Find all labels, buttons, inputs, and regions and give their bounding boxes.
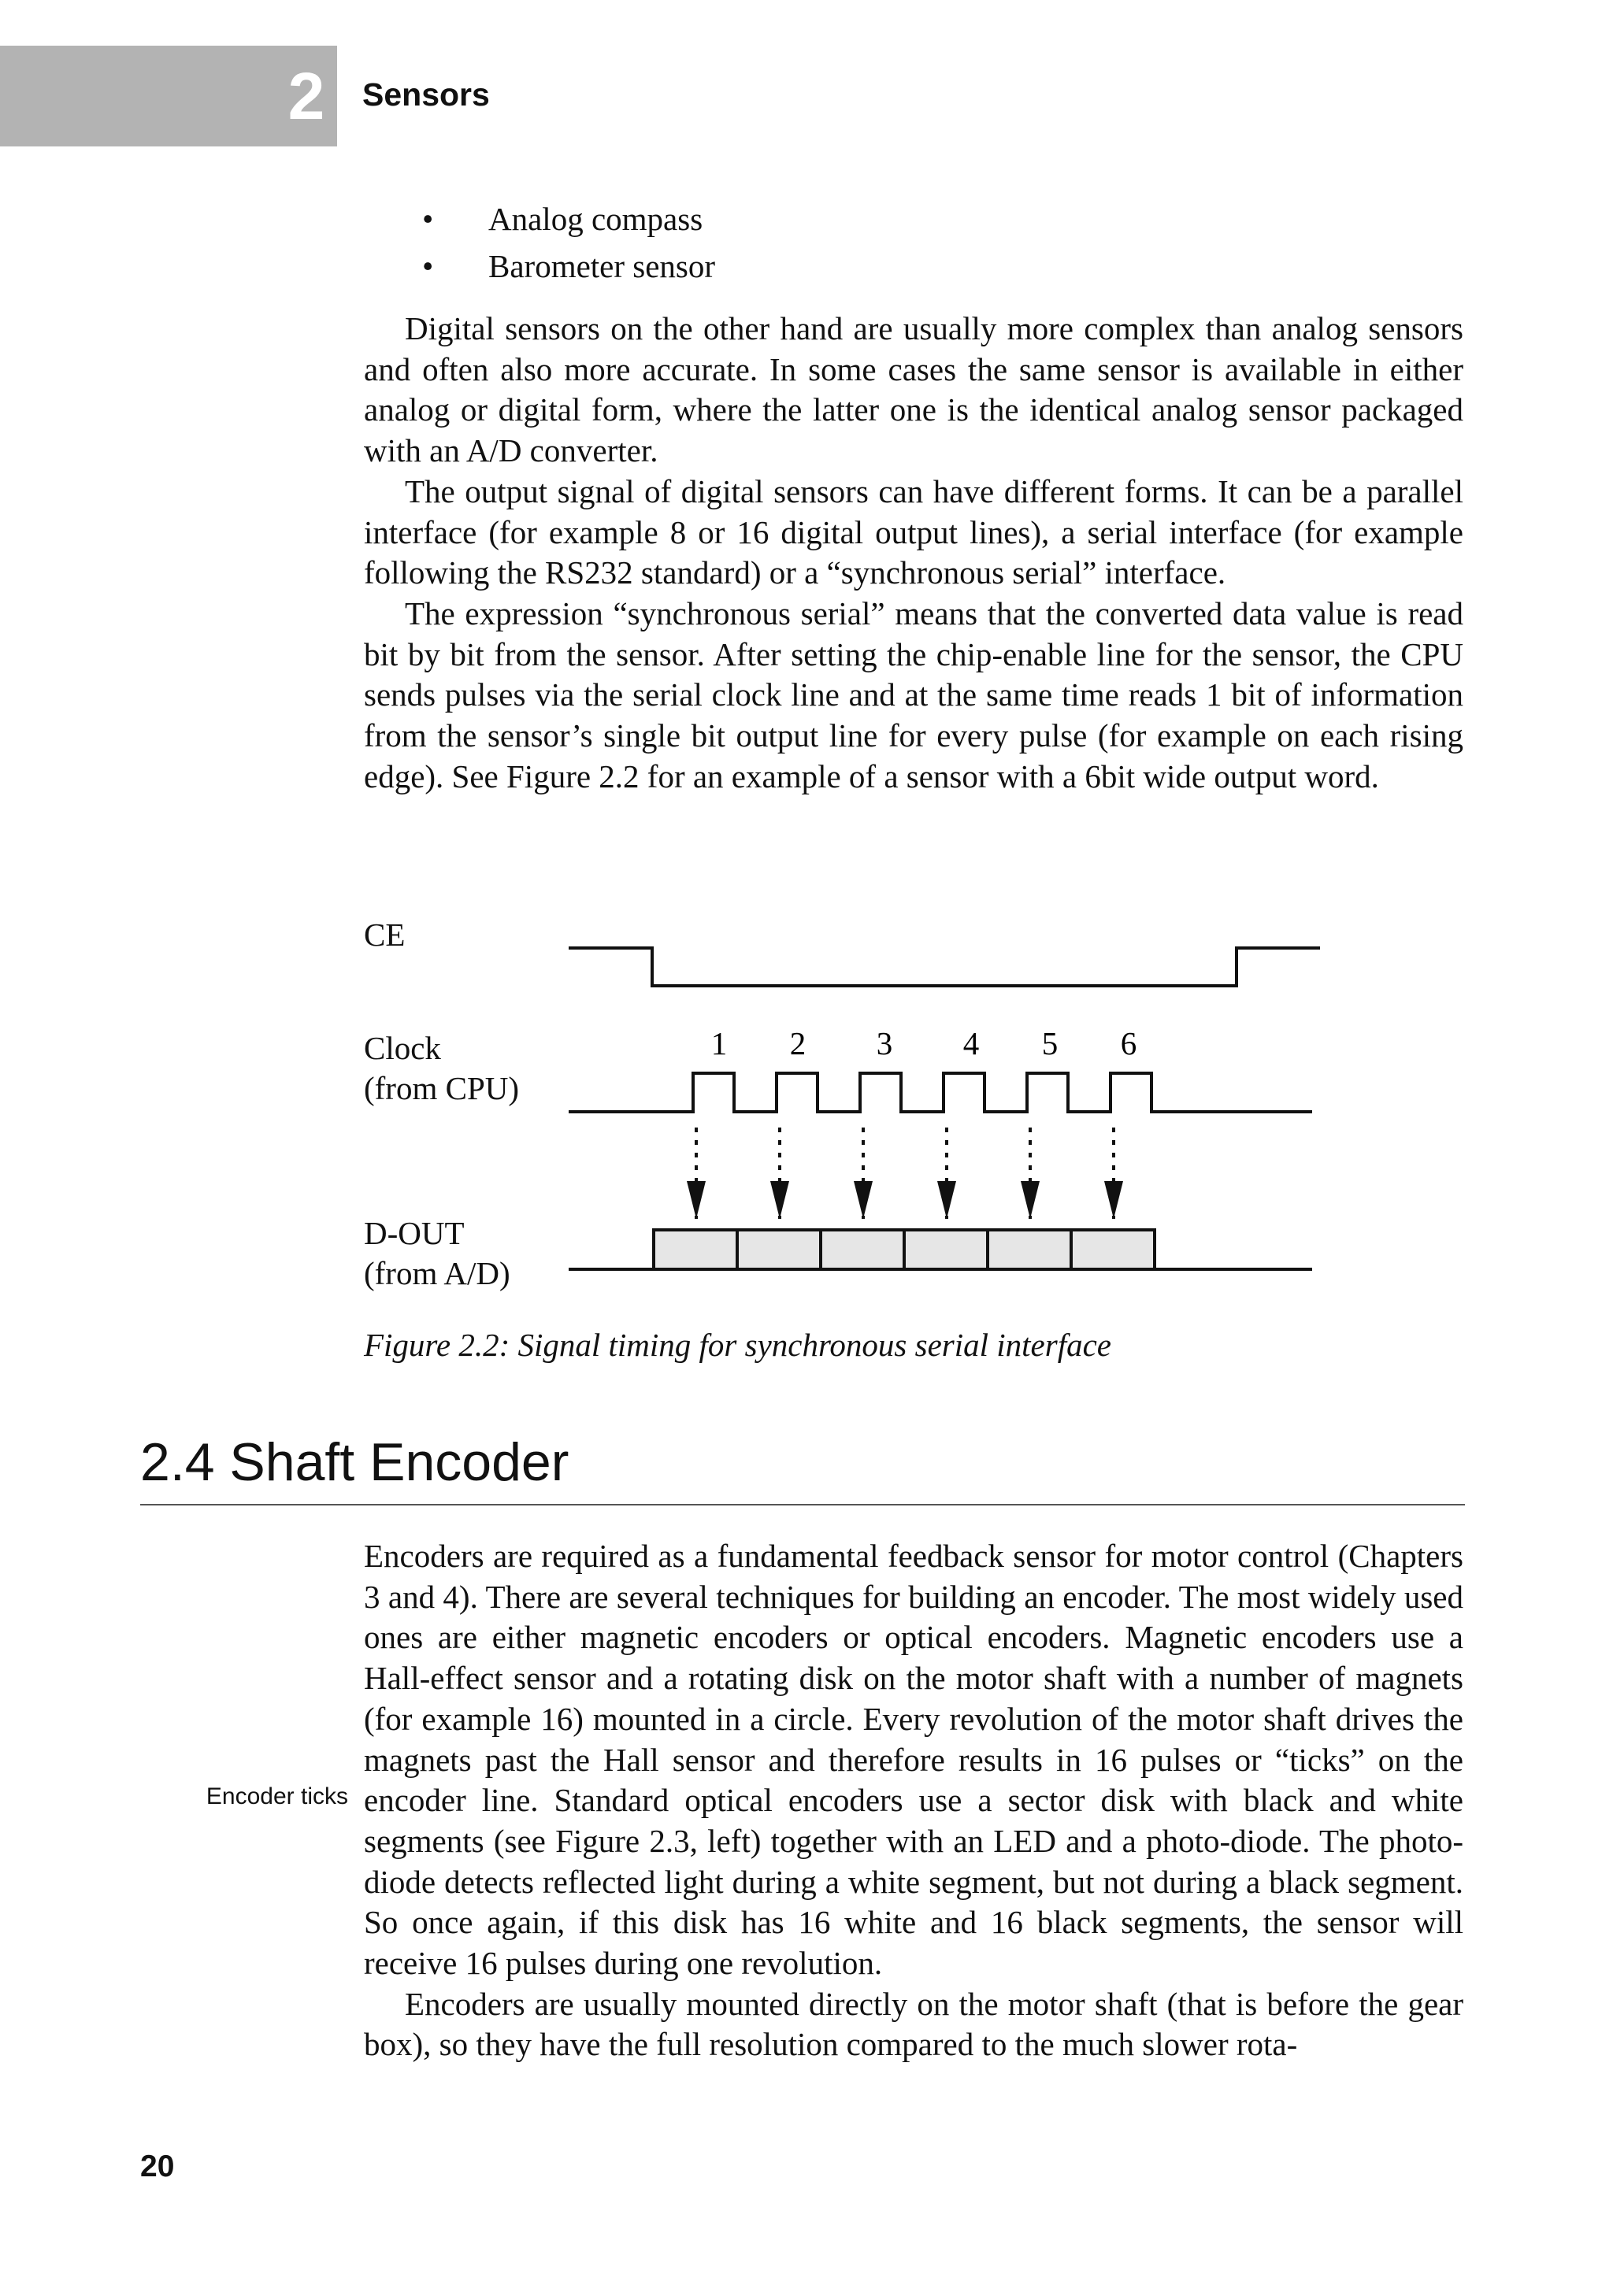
dout-bit-cell — [821, 1230, 904, 1269]
clock-tick-label: 4 — [962, 1025, 980, 1061]
clock-signal — [569, 1073, 1312, 1112]
sample-arrows — [687, 1128, 1123, 1219]
sample-arrowhead — [687, 1181, 706, 1219]
bullet-marker: • — [422, 248, 434, 284]
clock-tick-label: 5 — [1041, 1025, 1059, 1061]
dout-bit-cell — [737, 1230, 821, 1269]
paragraph: The expression “synchronous serial” means that the converted data value is read bit by bit from the sensor. After setting the chip-enable line for the sensor, the CPU sends pulses via the serial clock line and at the same time reads 1 bit of information from the sensor’s single bit output line for every pulse (for example on each rising edge). See Figure 2.2 for an example of a sensor with a 6bit wide output word. — [364, 594, 1463, 794]
ce-signal — [569, 948, 1320, 986]
clock-tick-label: 2 — [789, 1025, 806, 1061]
chapter-title: Sensors — [362, 76, 490, 113]
bullet-text: Barometer sensor — [488, 248, 716, 284]
bullet-text: Analog compass — [488, 201, 703, 237]
clock-tick-label: 6 — [1120, 1025, 1137, 1061]
clock-tick-label: 3 — [876, 1025, 893, 1061]
sample-arrowhead — [1021, 1181, 1040, 1219]
figure-caption: Figure 2.2: Signal timing for synchronous serial interface — [364, 1327, 1111, 1363]
body-text-bottom — [364, 1536, 1463, 2065]
page-number: 20 — [140, 2150, 175, 2183]
dout-bit-cell — [654, 1230, 737, 1269]
clock-label: Clock — [364, 1030, 441, 1066]
paragraph: Digital sensors on the other hand are usually more complex than analog sensors and often also more accurate. In some cases the same sensor is available in either analog or digital form, where the latter one is the identical analog sensor packaged with an A/D converter. — [364, 310, 1463, 469]
clock-tick-label: 1 — [710, 1025, 728, 1061]
clock-source-label: (from CPU) — [364, 1070, 520, 1106]
bullet-marker: • — [422, 201, 434, 237]
section-title: 2.4 Shaft Encoder — [140, 1432, 569, 1492]
paragraph: The output signal of digital sensors can have different forms. It can be a parallel interface (for example 8 or 16 digital output lines), a serial interface (for example following the RS232 standard) or a “synchronous serial” interface. — [364, 472, 1463, 591]
ce-label: CE — [364, 917, 406, 953]
sample-arrowhead — [1104, 1181, 1123, 1219]
dout-bit-cell — [1071, 1230, 1155, 1269]
sample-arrowhead — [854, 1181, 873, 1219]
dout-label: D-OUT — [364, 1215, 465, 1251]
sample-arrowhead — [770, 1181, 789, 1219]
paragraph: Encoders are required as a fundamental feedback sensor for motor control (Chapters 3 and 4). There are several techniques for building an encoder. The most widely used ones are either magnetic encoders or optical encoders. Magnetic encoders use a Hall-effect sensor and a rotating disk on the motor shaft with a number of magnets (for example 16) mounted in a circle. Every revolution of the motor shaft drives the magnets past the Hall sensor and therefore results in 16 pulses or “ticks” on the encoder line. Standard optical encoders use a sector disk with black and white segments (see Figure 2.3, left) together with an LED and a photo-diode. The photo-diode detects reflected light during a white segment, but not during a black segment. So once again, if this disk has 16 white and 16 black segments, the sensor will receive 16 pulses during one revolution. — [364, 1538, 1463, 1982]
section-divider — [140, 1504, 1465, 1505]
sample-arrowhead — [937, 1181, 956, 1219]
dout-bit-cell — [988, 1230, 1071, 1269]
dout-source-label: (from A/D) — [364, 1255, 510, 1291]
chapter-number: 2 — [287, 59, 325, 133]
margin-note: Encoder ticks — [206, 1783, 348, 1809]
paragraph: Encoders are usually mounted directly on the motor shaft (that is before the gear box), so they have the full resolution compared to the much slower rota- — [364, 1985, 1463, 2063]
dout-bit-cell — [904, 1230, 988, 1269]
